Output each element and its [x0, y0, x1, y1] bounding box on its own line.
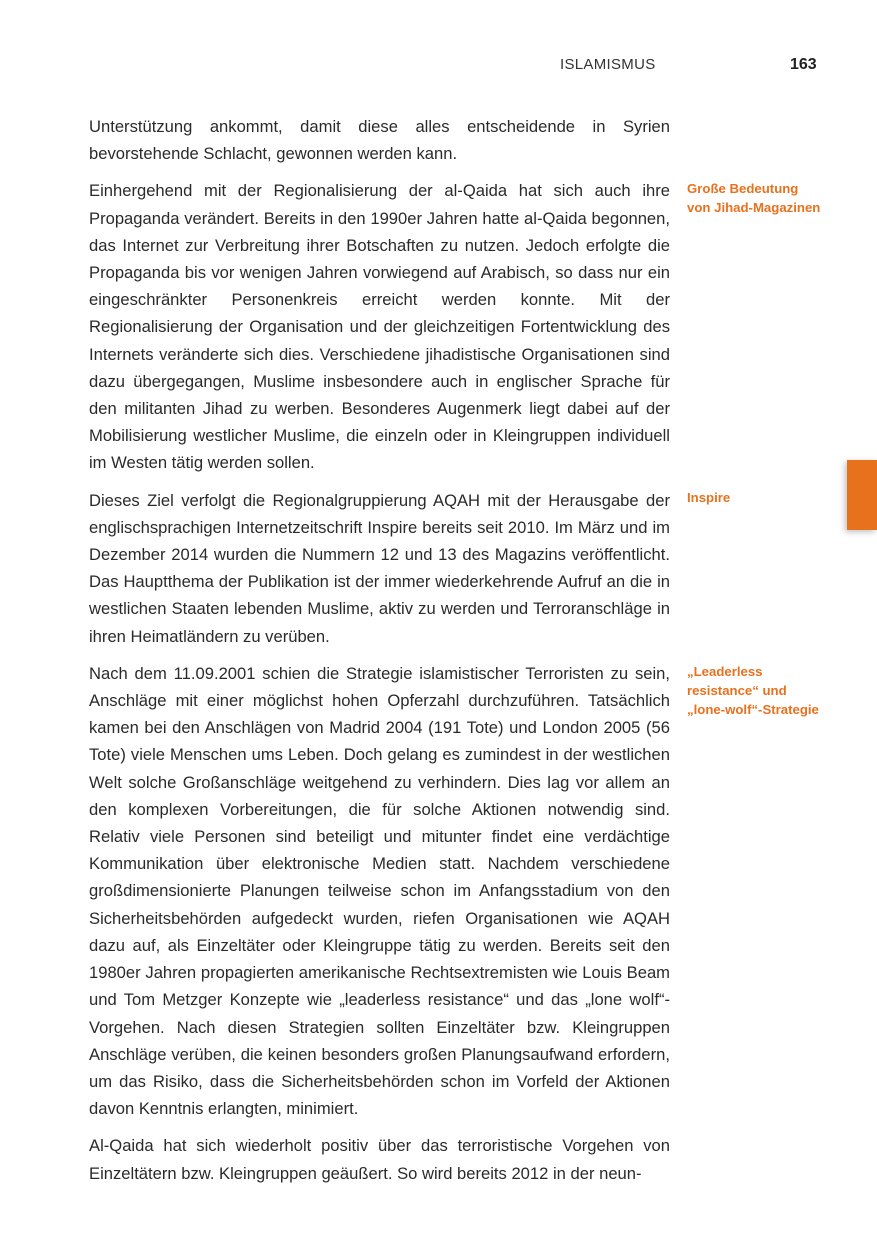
paragraph-4: Nach dem 11.09.2001 schien die Strategie islamistischer Terroristen zu sein, Anschläge mit einer möglichst hohen Opferzahl durchzuführen. Tatsächlich kamen bei den Anschlägen von Madrid 2004 (191 Tote) und London 2005 (56 Tote) viele Menschen ums Leben. Doch gelang es zumindest in der westlichen Welt solche Großanschläge weitgehend zu verhindern. Dies lag vor allem an den komplexen Vorbereitungen, die für solche Aktionen notwendig sind. Relativ viele Personen sind beteiligt und mitunter findet eine verdächtige Kommunikation über elektronische Medien statt. Nachdem verschiedene großdimensionierte Planungen teilweise schon im Anfangsstadium von den Sicherheitsbehörden aufgedeckt wurden, riefen Organisationen wie AQAH dazu auf, als Einzeltäter oder Kleingruppe tätig zu werden. Bereits seit den 1980er Jahren propagierten amerikanische Rechtsextremisten wie Louis Beam und Tom Metzger Konzepte wie „leaderless resistance“ und das „lone wolf“-Vorgehen. Nach diesen Strategien sollten Einzeltäter bzw. Kleingruppen Anschläge verüben, die keinen besonders großen Planungsaufwand erfordern, um das Risiko, dass die Sicherheitsbehörden schon im Vorfeld der Aktionen davon Kenntnis erlangten, minimiert. [89, 663, 670, 1119]
paragraph-2: Einhergehend mit der Regionalisierung der al-Qaida hat sich auch ihre Propaganda verändert. Bereits in den 1990er Jahren hatte al-Qaida begonnen, das Internet zur Verbreitung ihrer Botschaften zu nutzen. Jedoch erfolgte die Propaganda bis vor wenigen Jahren vorwiegend auf Arabisch, so dass nur ein eingeschränkter Personenkreis erreicht werden konnte. Mit der Regionalisierung der Organisation und der gleichzeitigen Fortentwicklung des Internets veränderte sich dies. Verschiedene jihadistische Organisationen sind dazu übergegangen, Muslime insbesondere auch in englischer Sprache für den militanten Jihad zu werben. Besonderes Augenmerk liegt dabei auf der Mobilisierung westlicher Muslime, die einzeln oder in Kleingruppen individuell im Westen tätig werden sollen. [89, 181, 670, 473]
running-head: ISLAMISMUS [560, 56, 656, 73]
paragraph-1: Unterstützung ankommt, damit diese alles entscheidende in Syrien bevorstehende Schlacht, gewonnen werden kann. [89, 117, 670, 164]
page-number: 163 [790, 56, 817, 73]
paragraph-3: Dieses Ziel verfolgt die Regionalgruppierung AQAH mit der Herausgabe der englischsprachigen Internetzeitschrift Inspire bereits seit 2010. Im März und im Dezember 2014 wurden die Nummern 12 und 13 des Magazins veröffentlicht. Das Hauptthema der Publikation ist der immer wiederkehrende Aufruf an die in westlichen Staaten lebenden Muslime, aktiv zu werden und Terroranschläge in ihren Heimatländern zu verüben. [89, 490, 670, 646]
margin-note-inspire: Inspire [687, 490, 731, 505]
main-text-column [89, 113, 670, 1197]
chapter-thumb-tab [847, 460, 877, 530]
margin-note-jihad-magazines: Große Bedeutung von Jihad-Magazinen [687, 181, 821, 215]
margin-note-leaderless-resistance: „Leaderless resistance“ und „lone-wolf“-Strategie [687, 664, 819, 717]
paragraph-5: Al-Qaida hat sich wiederholt positiv über das terroristische Vorgehen von Einzeltätern bzw. Kleingruppen geäußert. So wird bereits 2012 in der neun- [89, 1136, 670, 1183]
